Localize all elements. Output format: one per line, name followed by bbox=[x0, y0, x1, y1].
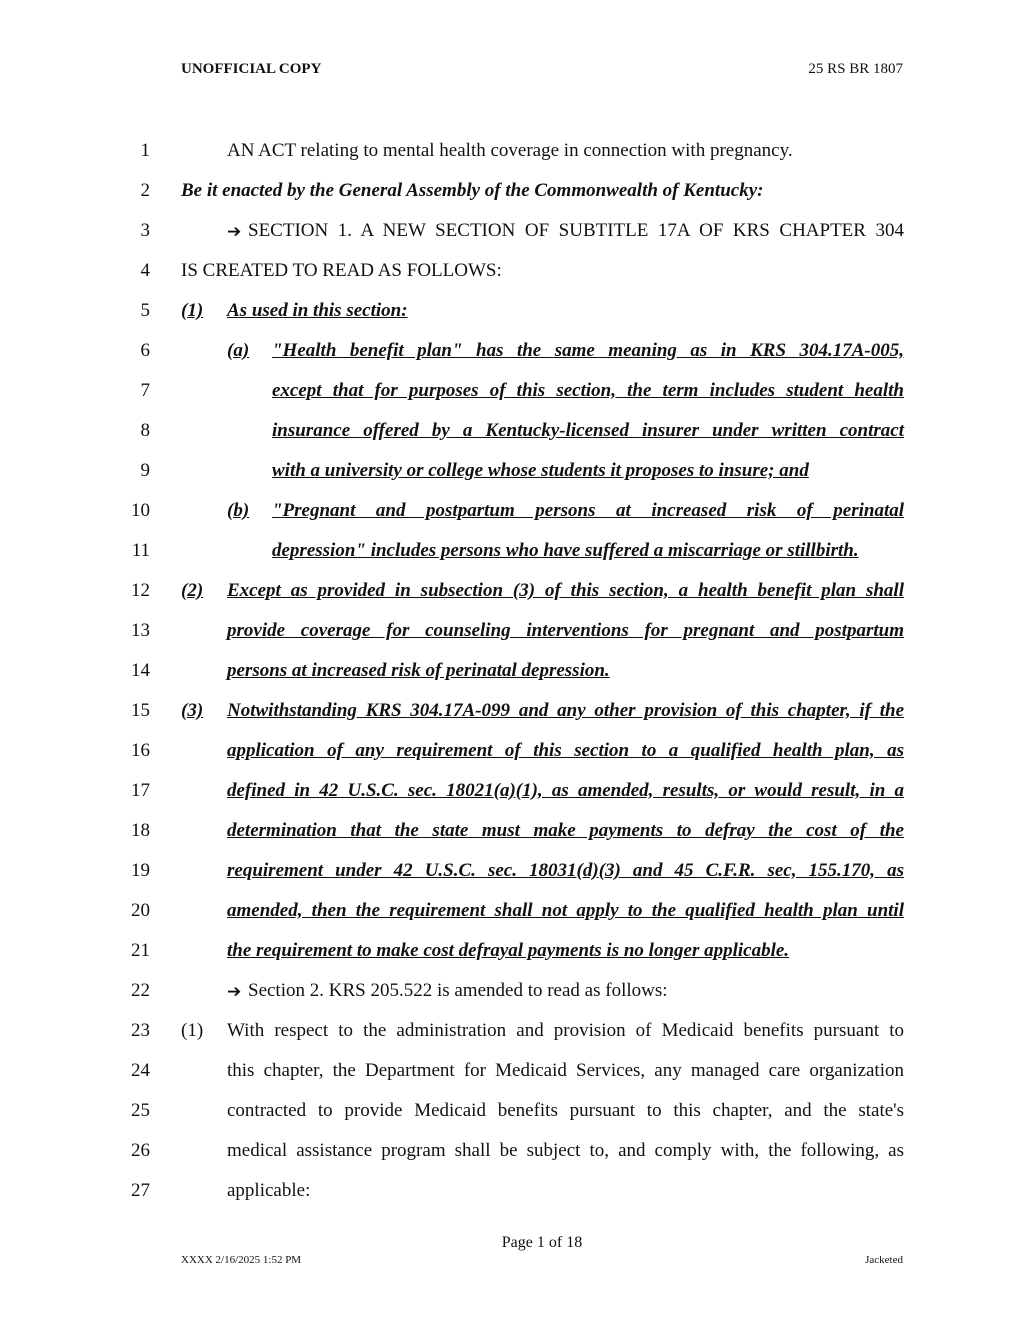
line-number: 21 bbox=[131, 940, 150, 961]
page-number: Page 1 of 18 bbox=[501, 1234, 583, 1251]
line-number: 15 bbox=[131, 700, 150, 721]
line-number: 13 bbox=[131, 620, 150, 641]
title-text: AN ACT relating to mental health coverage in connection with pregnancy. bbox=[227, 140, 793, 161]
line bbox=[0, 820, 1024, 860]
line-number: 4 bbox=[140, 260, 150, 281]
line bbox=[0, 580, 1024, 620]
line bbox=[0, 620, 1024, 660]
right-arrow-icon: ➔ bbox=[227, 982, 242, 1002]
line bbox=[0, 420, 1024, 460]
paragraph-label: (a) bbox=[227, 340, 250, 361]
subsection-text: amended, then the requirement shall not apply to the qualified health plan until bbox=[227, 900, 904, 921]
footer-status: Jacketed bbox=[865, 1254, 903, 1266]
line-number: 9 bbox=[140, 460, 150, 481]
line bbox=[0, 220, 1024, 260]
right-arrow-icon: ➔ bbox=[227, 222, 242, 242]
line bbox=[0, 500, 1024, 540]
line bbox=[0, 1060, 1024, 1100]
line-number: 27 bbox=[131, 1180, 150, 1201]
line bbox=[0, 780, 1024, 820]
line-number: 22 bbox=[131, 980, 150, 1001]
line-number: 16 bbox=[131, 740, 150, 761]
subsection-text: application of any requirement of this section to a qualified health plan, as bbox=[227, 740, 904, 761]
line-number: 17 bbox=[131, 780, 150, 801]
line-number: 12 bbox=[131, 580, 150, 601]
header-left: UNOFFICIAL COPY bbox=[181, 61, 322, 77]
paragraph-text: insurance offered by a Kentucky-licensed insurer under written contract bbox=[272, 420, 904, 441]
line bbox=[0, 740, 1024, 780]
subsection-text: this chapter, the Department for Medicaid Services, any managed care organization bbox=[227, 1060, 904, 1081]
line-number: 26 bbox=[131, 1140, 150, 1161]
subsection-label: (1) bbox=[181, 1020, 204, 1041]
line-number: 7 bbox=[140, 380, 150, 401]
line-number: 18 bbox=[131, 820, 150, 841]
paragraph-text: except that for purposes of this section, the term includes student health bbox=[272, 380, 904, 401]
line bbox=[0, 540, 1024, 580]
paragraph-text: depression" includes persons who have suffered a miscarriage or stillbirth. bbox=[272, 540, 859, 561]
line-number: 20 bbox=[131, 900, 150, 921]
subsection-text: defined in 42 U.S.C. sec. 18021(a)(1), as amended, results, or would result, in a bbox=[227, 780, 904, 801]
line-number: 24 bbox=[131, 1060, 150, 1081]
line-number: 19 bbox=[131, 860, 150, 881]
line-number: 1 bbox=[140, 140, 150, 161]
line bbox=[0, 940, 1024, 980]
line-number: 23 bbox=[131, 1020, 150, 1041]
footer-timestamp: XXXX 2/16/2025 1:52 PM bbox=[181, 1254, 302, 1266]
subsection-text: provide coverage for counseling interventions for pregnant and postpartum bbox=[227, 620, 904, 641]
subsection-text: contracted to provide Medicaid benefits pursuant to this chapter, and the state's bbox=[227, 1100, 904, 1121]
line bbox=[0, 900, 1024, 940]
enacting-clause: Be it enacted by the General Assembly of the Commonwealth of Kentucky: bbox=[181, 180, 764, 201]
section-heading: SECTION 1. A NEW SECTION OF SUBTITLE 17A OF KRS CHAPTER 304 bbox=[248, 220, 904, 241]
line bbox=[0, 260, 1024, 300]
line bbox=[0, 380, 1024, 420]
line bbox=[0, 1140, 1024, 1180]
header-right: 25 RS BR 1807 bbox=[808, 61, 903, 77]
paragraph-label: (b) bbox=[227, 500, 250, 521]
section-heading-cont: IS CREATED TO READ AS FOLLOWS: bbox=[181, 260, 502, 281]
line bbox=[0, 1020, 1024, 1060]
subsection-text: requirement under 42 U.S.C. sec. 18031(d)(3) and 45 C.F.R. sec, 155.170, as bbox=[227, 860, 904, 881]
subsection-text: With respect to the administration and provision of Medicaid benefits pursuant to bbox=[227, 1020, 904, 1041]
paragraph-text: "Pregnant and postpartum persons at increased risk of perinatal bbox=[272, 500, 904, 521]
subsection-label: (1) bbox=[181, 300, 204, 321]
line bbox=[0, 300, 1024, 340]
subsection-text: As used in this section: bbox=[227, 300, 408, 321]
line-number: 6 bbox=[140, 340, 150, 361]
section-heading: Section 2. KRS 205.522 is amended to read as follows: bbox=[248, 980, 668, 1001]
subsection-text: Notwithstanding KRS 304.17A-099 and any other provision of this chapter, if the bbox=[227, 700, 904, 721]
line bbox=[0, 1180, 1024, 1220]
line bbox=[0, 460, 1024, 500]
paragraph-text: "Health benefit plan" has the same meaning as in KRS 304.17A-005, bbox=[272, 340, 904, 361]
line-number: 11 bbox=[131, 540, 150, 561]
line bbox=[0, 140, 1024, 180]
paragraph-text: with a university or college whose students it proposes to insure; and bbox=[272, 460, 809, 481]
subsection-label: (3) bbox=[181, 700, 204, 721]
subsection-label: (2) bbox=[181, 580, 204, 601]
line bbox=[0, 180, 1024, 220]
line-number: 5 bbox=[140, 300, 150, 321]
subsection-text: the requirement to make cost defrayal payments is no longer applicable. bbox=[227, 940, 790, 961]
line bbox=[0, 660, 1024, 700]
line-number: 14 bbox=[131, 660, 150, 681]
subsection-text: determination that the state must make payments to defray the cost of the bbox=[227, 820, 904, 841]
subsection-text: Except as provided in subsection (3) of this section, a health benefit plan shall bbox=[227, 580, 904, 601]
subsection-text: medical assistance program shall be subject to, and comply with, the following, as bbox=[227, 1140, 904, 1161]
line-number: 2 bbox=[140, 180, 150, 201]
line-number: 3 bbox=[140, 220, 150, 241]
line-number: 8 bbox=[140, 420, 150, 441]
line-number: 25 bbox=[131, 1100, 150, 1121]
line bbox=[0, 860, 1024, 900]
subsection-text: persons at increased risk of perinatal depression. bbox=[227, 660, 610, 681]
subsection-text: applicable: bbox=[227, 1180, 311, 1201]
line bbox=[0, 980, 1024, 1020]
line-number: 10 bbox=[131, 500, 150, 521]
line bbox=[0, 700, 1024, 740]
line bbox=[0, 1100, 1024, 1140]
line bbox=[0, 340, 1024, 380]
